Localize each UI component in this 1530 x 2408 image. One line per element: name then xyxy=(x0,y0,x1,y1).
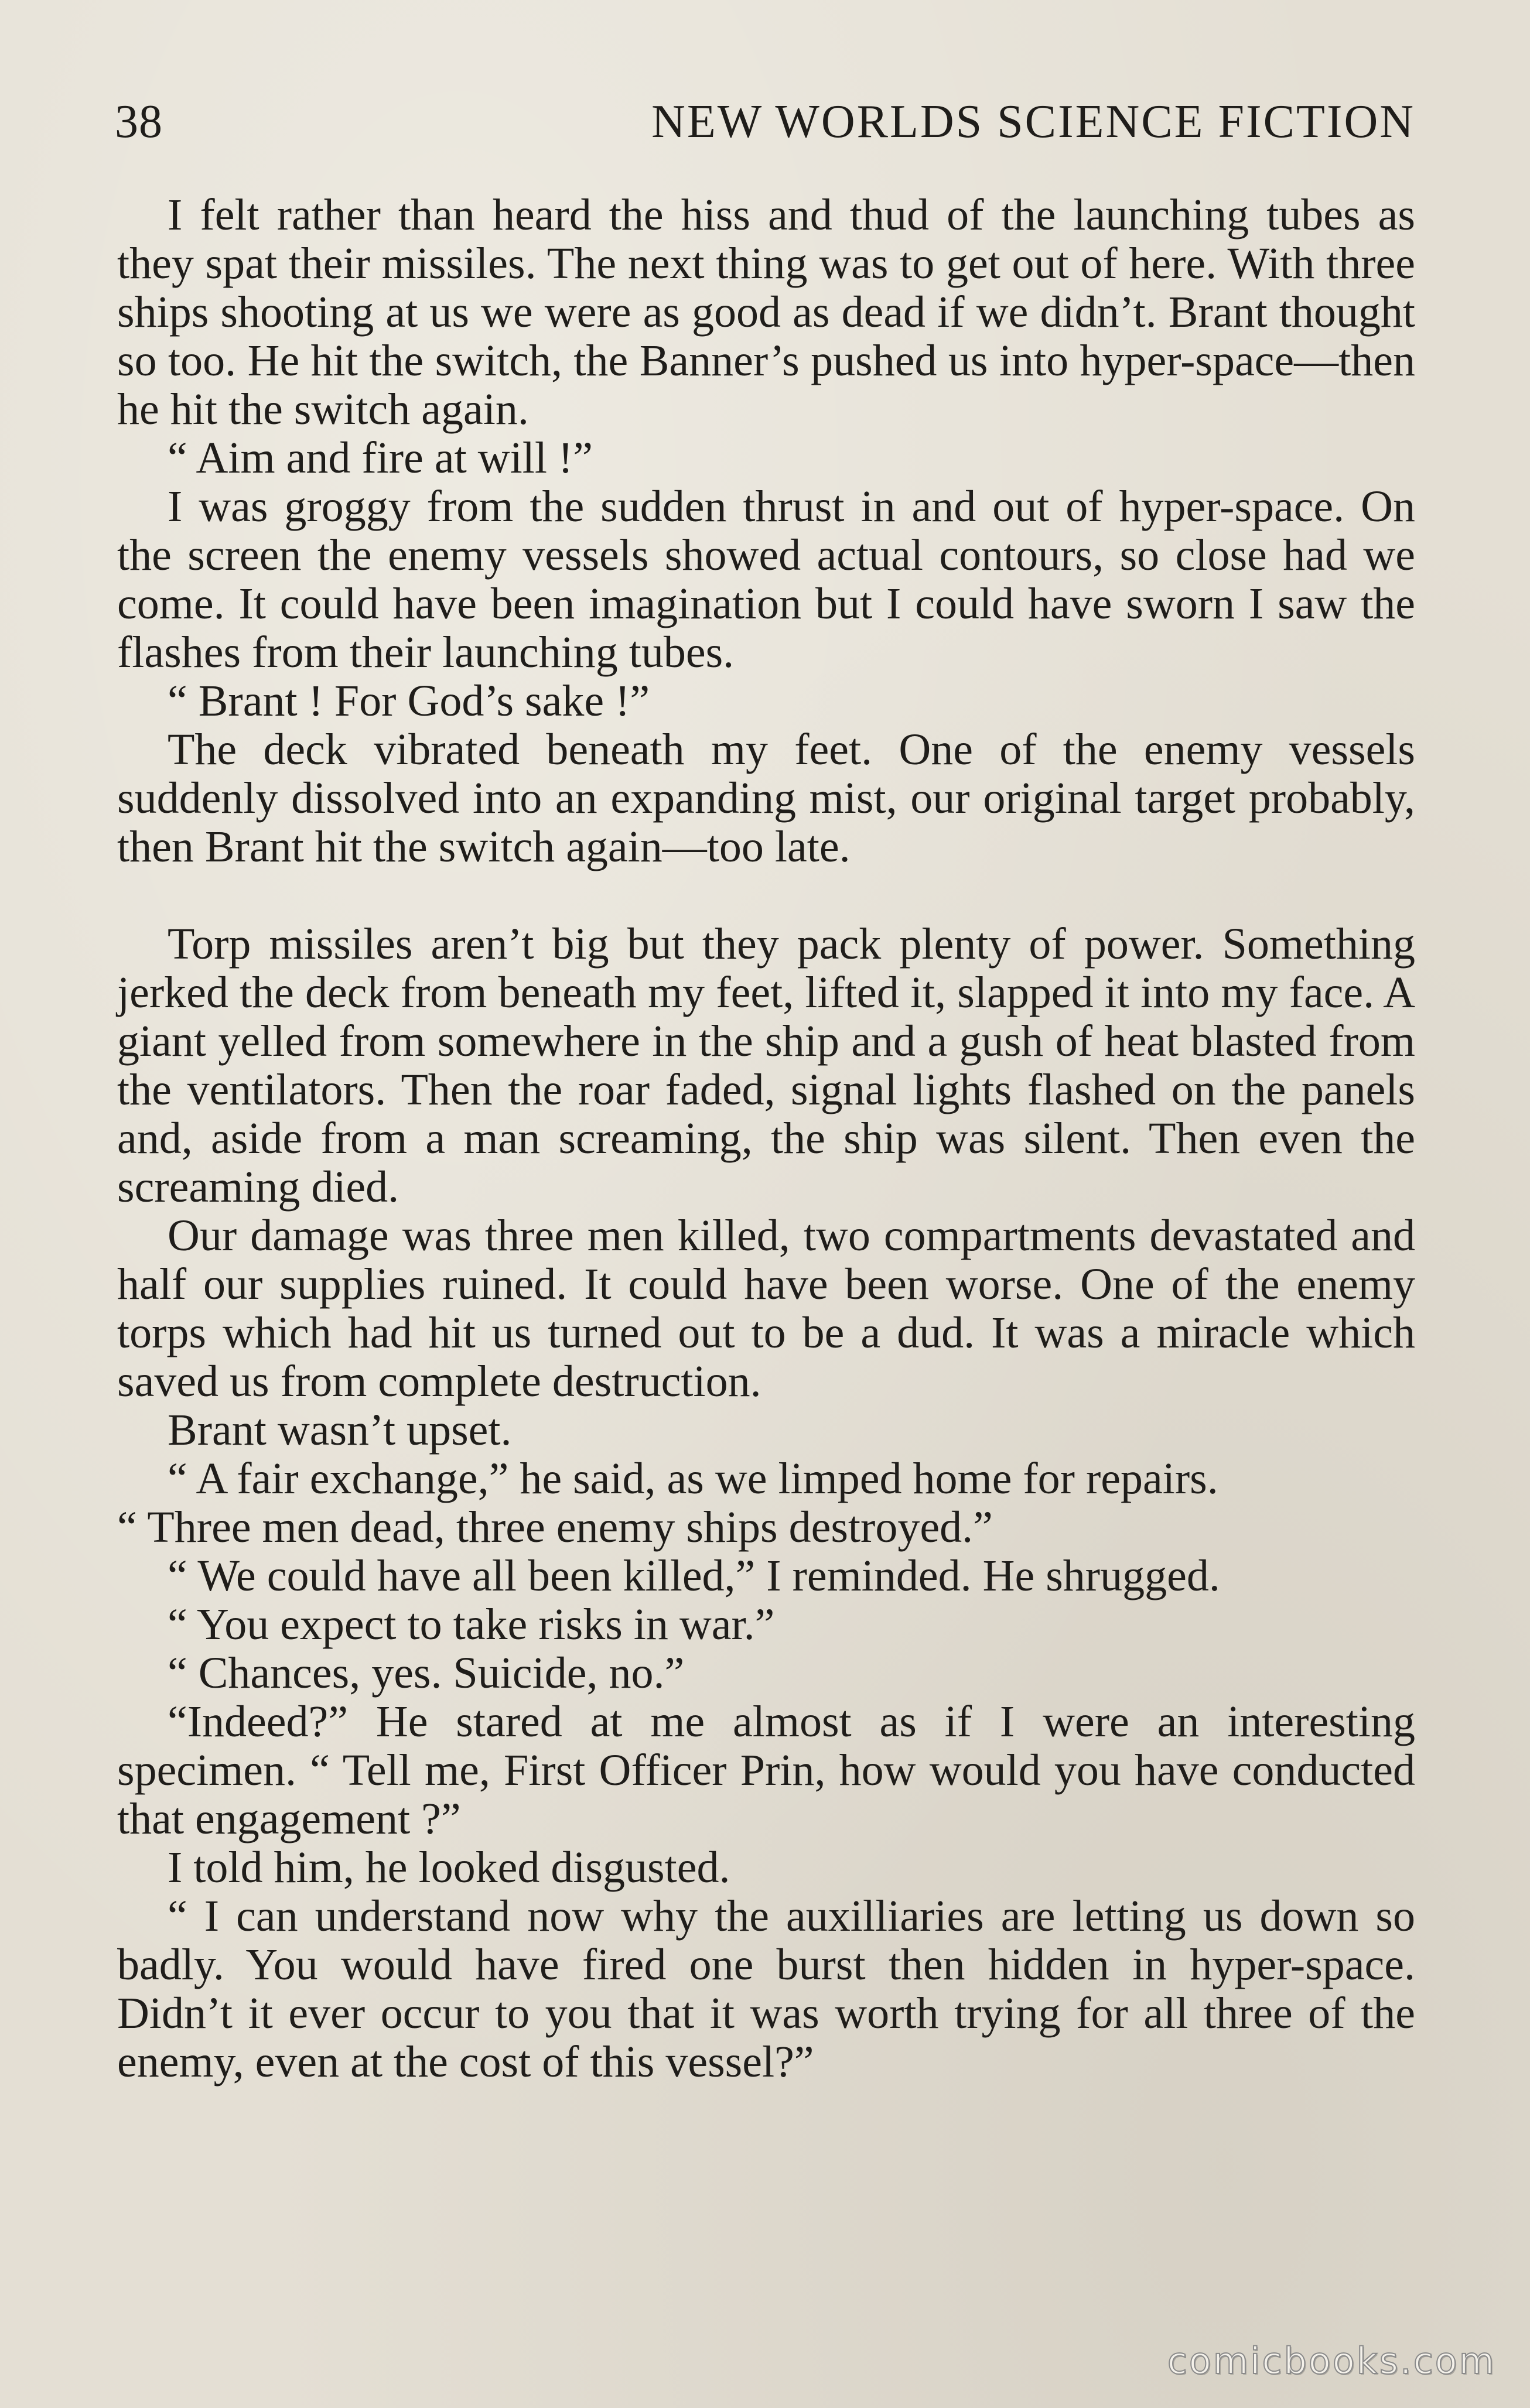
paragraph-brant-shout: “ Brant ! For God’s sake !” xyxy=(168,676,650,726)
page-number: 38 xyxy=(115,96,163,148)
paragraph-launch: I felt rather than heard the hiss and thud of the launching tubes as they spat their missiles. The next thing was to get out of here. With three ships shooting at us we were as good as dead if we didn’t. Brant thought so too. He hit the switch, the Banner’s pushed us into hyper-space—then he hit the switch again. xyxy=(117,190,1415,434)
paragraph-indeed: “Indeed?” He stared at me almost as if I were an interesting specimen. “ Tell me, First Officer Prin, how would you have conducted that engagement ?” xyxy=(117,1697,1415,1843)
paragraph-deck-vibrated: The deck vibrated beneath my feet. One of the enemy vessels suddenly dissolved into an expanding mist, our original target probably, then Brant hit the switch again—too late. xyxy=(117,725,1415,871)
paragraph-fair-exchange: “ A fair exchange,” he said, as we limped home for repairs. xyxy=(168,1454,1218,1503)
running-head xyxy=(115,93,1415,151)
paragraph-groggy: I was groggy from the sudden thrust in and out of hyper-space. On the screen the enemy vessels showed actual contours, so close had we come. It could have been imagination but I could have sworn I saw the flashes from their launching tubes. xyxy=(117,482,1415,677)
paragraph-told-him: I told him, he looked disgusted. xyxy=(168,1843,730,1892)
watermark: comicbooks.com xyxy=(1167,2339,1496,2382)
paragraph-all-killed: “ We could have all been killed,” I reminded. He shrugged. xyxy=(168,1551,1220,1600)
body-text xyxy=(117,191,1415,2087)
paragraph-three-men-dead: “ Three men dead, three enemy ships destroyed.” xyxy=(117,1503,993,1552)
paragraph-risks: “ You expect to take risks in war.” xyxy=(168,1600,775,1649)
paragraph-torp-missiles: Torp missiles aren’t big but they pack plenty of power. Something jerked the deck from beneath my feet, lifted it, slapped it into my face. A giant yelled from somewhere in the ship and a gush of heat blasted from the ventilators. Then the roar faded, signal lights flashed on the panels and, aside from a man screaming, the ship was silent. Then even the screaming died. xyxy=(117,919,1415,1212)
paragraph-aim-fire: “ Aim and fire at will !” xyxy=(168,433,593,483)
running-title: NEW WORLDS SCIENCE FICTION xyxy=(651,96,1415,148)
paragraph-chances: “ Chances, yes. Suicide, no.” xyxy=(168,1648,685,1698)
paragraph-brant-upset: Brant wasn’t upset. xyxy=(168,1405,512,1455)
paragraph-damage: Our damage was three men killed, two compartments devastated and half our supplies ruined. It could have been worse. One of the enemy torps which had hit us turned out to be a dud. It was a miracle which saved us from complete destruction. xyxy=(117,1211,1415,1406)
paragraph-auxilliaries: “ I can understand now why the auxilliaries are letting us down so badly. You would have fired one burst then hidden in hyper-space. Didn’t it ever occur to you that it was worth trying for all three of the enemy, even at the cost of this vessel?” xyxy=(117,1891,1415,2087)
